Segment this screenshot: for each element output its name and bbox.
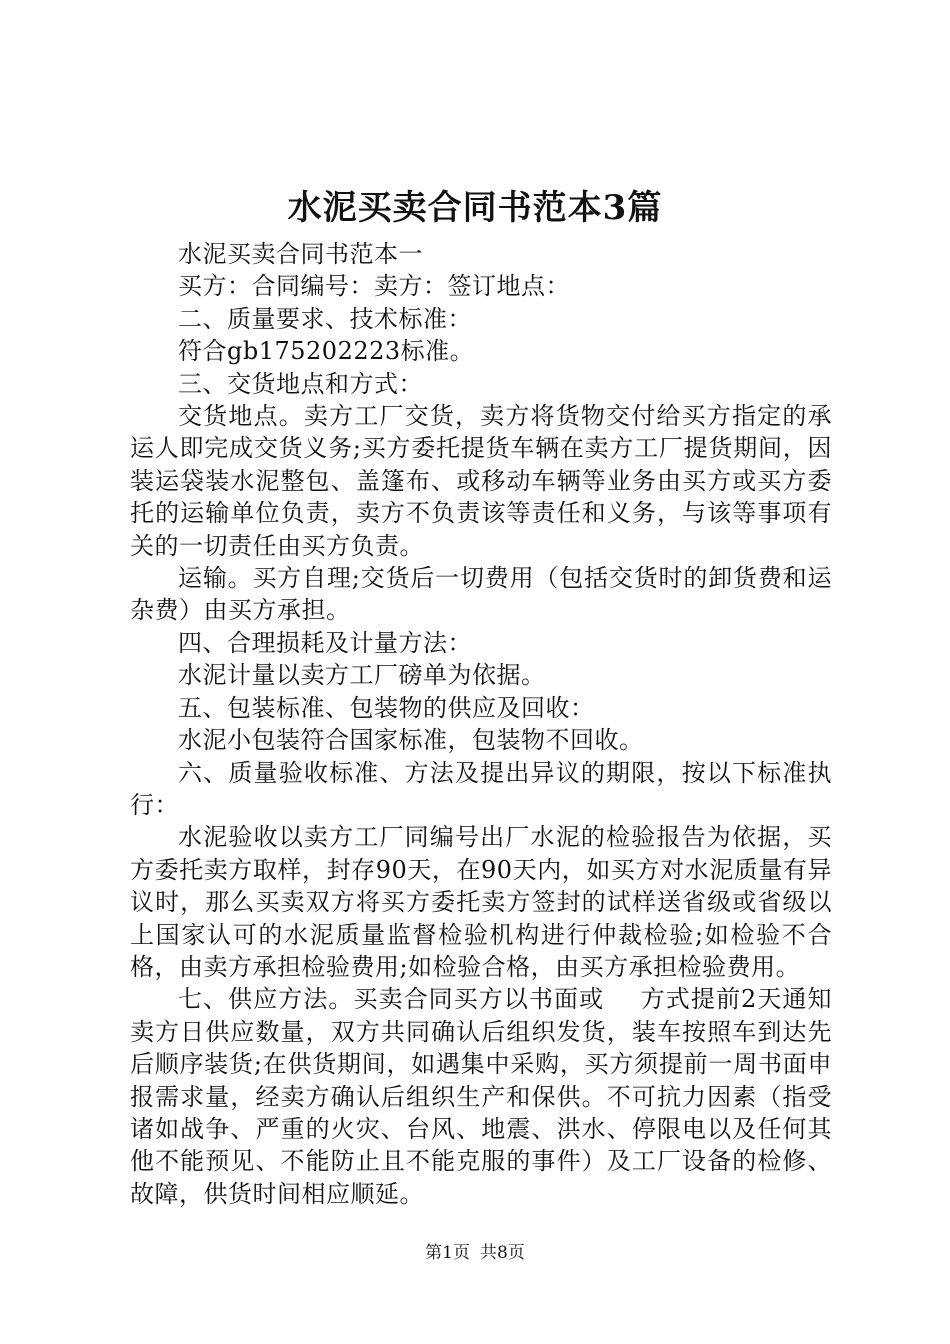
paragraph-section-2-heading: 二、质量要求、技术标准： — [178, 304, 472, 333]
paragraph-transport: 运输。买方自理;交货后一切费用（包括交货时的卸货费和运杂费）由买方承担。 — [130, 564, 832, 625]
page-total: 共8页 — [480, 1243, 525, 1263]
document-body — [130, 238, 832, 1210]
paragraph-section-6-heading: 六、质量验收标准、方法及提出异议的期限，按以下标准执行： — [130, 758, 832, 819]
paragraph-section-5-heading: 五、包装标准、包装物的供应及回收： — [178, 693, 595, 722]
supply-text-after: 方式提前2天通知卖方日供应数量，双方共同确认后组织发货，装车按照车到达先后顺序装货;在供货期间，如遇集中采购，买方须提前一周书面申报需求量，经卖方确认后组织生产和保供。不可抗力因素（指受诸如战争、严重的火灾、台风、地震、洪水、停限电以及任何其他不能预见、不能防止且不能克服的事件）及工厂设备的检修、故障，供货时间相应顺延。 — [130, 985, 832, 1208]
paragraph-standard: 符合gb175202223标准。 — [178, 337, 475, 366]
paragraph-inspection: 水泥验收以卖方工厂同编号出厂水泥的检验报告为依据，买方委托卖方取样，封存90天，在90天内，如买方对水泥质量有异议时，那么买卖双方将买方委托卖方签封的试样送省级或省级以上国家认可的水泥质量监督检验机构进行仲裁检验;如检验不合格，由卖方承担检验费用;如检验合格，由买方承担检验费用。 — [130, 823, 832, 981]
document-title: 水泥买卖合同书范本3篇 — [287, 188, 663, 228]
paragraph-metering: 水泥计量以卖方工厂磅单为依据。 — [178, 661, 546, 690]
paragraph-parties: 买方：合同编号：卖方：签订地点： — [178, 272, 570, 301]
supply-text-before: 七、供应方法。买卖合同买方以书面或 — [178, 985, 605, 1014]
paragraph-section-4-heading: 四、合理损耗及计量方法： — [178, 628, 472, 657]
paragraph-supply-method — [130, 983, 832, 1210]
paragraph-packaging: 水泥小包装符合国家标准，包装物不回收。 — [178, 726, 644, 755]
page-number: 第1页 — [425, 1243, 470, 1263]
paragraph-heading-1: 水泥买卖合同书范本一 — [178, 240, 423, 268]
paragraph-delivery-place: 交货地点。卖方工厂交货，卖方将货物交付给买方指定的承运人即完成交货义务;买方委托提货车辆在卖方工厂提货期间，因装运袋装水泥整包、盖篷布、或移动车辆等业务由买方或买方委托的运输单位负责，卖方不负责该等责任和义务，与该等事项有关的一切责任由买方负责。 — [130, 402, 832, 560]
paragraph-section-3-heading: 三、交货地点和方式： — [178, 369, 423, 398]
page-footer — [0, 1241, 950, 1265]
